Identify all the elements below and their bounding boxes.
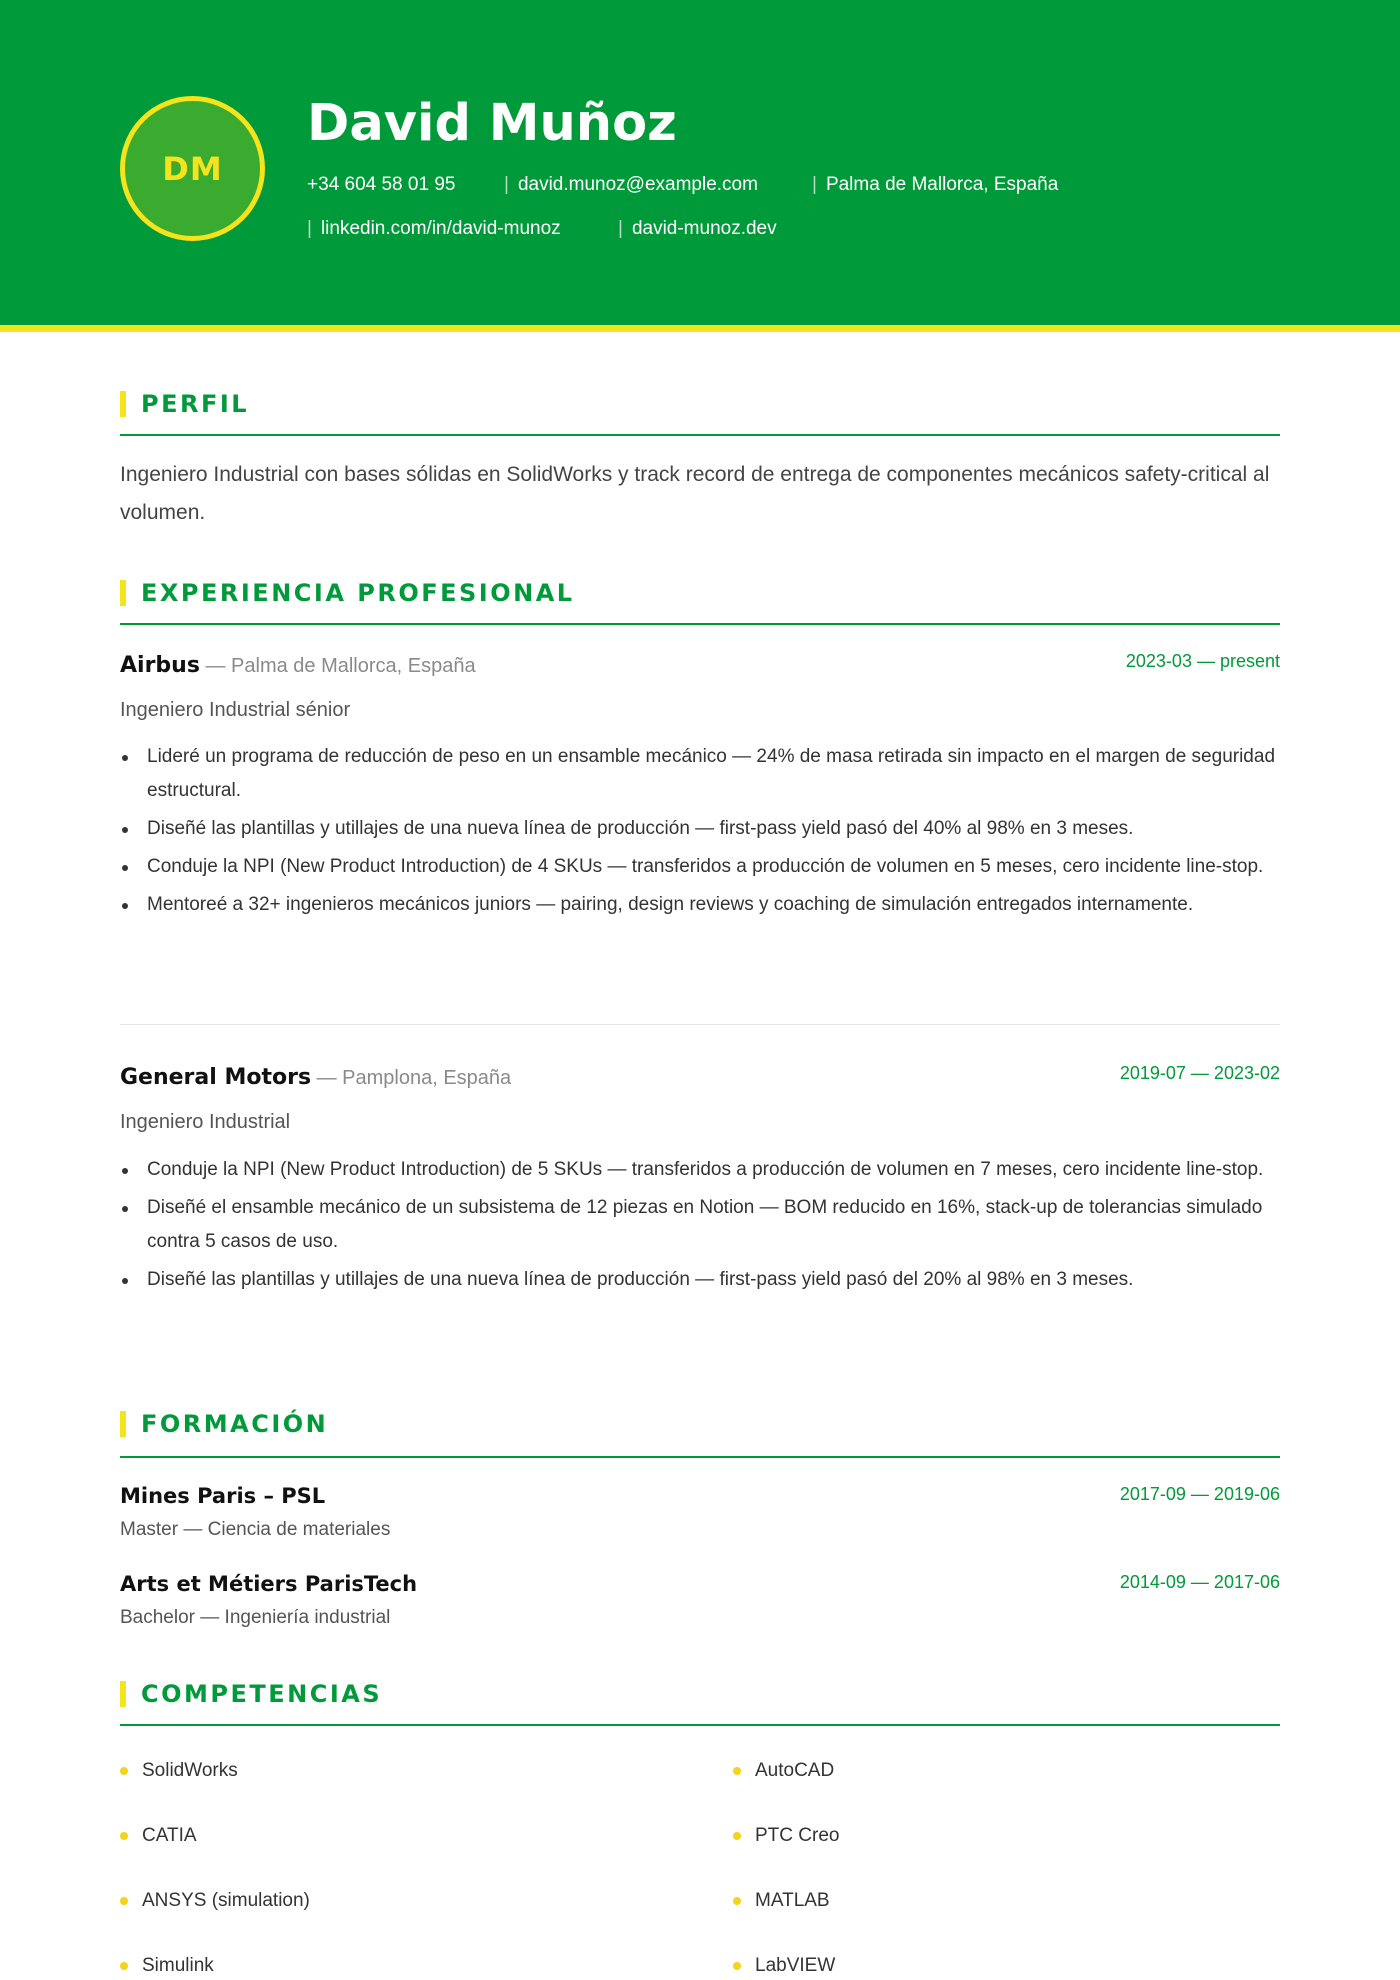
contact-phone xyxy=(307,173,455,197)
job-role: Ingeniero Industrial sénior xyxy=(120,699,351,721)
contact-location xyxy=(812,173,1058,197)
avatar-initials: DM xyxy=(162,149,223,188)
section-title-text: COMPETENCIAS xyxy=(141,1680,383,1708)
section-rule xyxy=(120,623,1280,625)
location-text: Palma de Mallorca, España xyxy=(825,174,1059,195)
section-rule xyxy=(120,1724,1280,1726)
skill-item xyxy=(733,1890,830,1912)
header-accent-stripe xyxy=(0,325,1400,332)
separator: | xyxy=(307,218,312,239)
edu-dates: 2014-09 — 2017-06 xyxy=(1119,1572,1280,1592)
section-accent-bar xyxy=(120,1411,126,1437)
skill-label: SolidWorks xyxy=(142,1760,238,1781)
skill-label: ANSYS (simulation) xyxy=(142,1890,310,1911)
section-title-text: EXPERIENCIA PROFESIONAL xyxy=(141,579,575,607)
skill-label: MATLAB xyxy=(755,1890,830,1911)
separator: | xyxy=(618,218,623,239)
section-title-profile xyxy=(120,390,249,418)
skill-item xyxy=(733,1760,834,1782)
job-dates: 2023-03 — present xyxy=(1125,651,1280,671)
candidate-name: David Muñoz xyxy=(307,94,677,153)
edu-degree: Bachelor — Ingeniería industrial xyxy=(120,1607,391,1628)
skill-label: CATIA xyxy=(142,1825,197,1846)
skill-label: PTC Creo xyxy=(755,1825,840,1846)
bullet-dot-icon xyxy=(733,1897,741,1905)
phone-text: +34 604 58 01 95 xyxy=(307,174,456,195)
job-dates: 2019-07 — 2023-02 xyxy=(1119,1063,1280,1083)
skill-item xyxy=(120,1890,310,1912)
section-accent-bar xyxy=(120,580,126,606)
bullet-dot-icon xyxy=(733,1962,741,1970)
section-title-text: PERFIL xyxy=(141,390,250,418)
bullet-dot-icon xyxy=(120,1962,128,1970)
skill-item xyxy=(733,1825,839,1847)
section-title-experience xyxy=(120,579,575,607)
company-location: — Pamplona, España xyxy=(311,1067,512,1089)
list-item: Conduje la NPI (New Product Introduction) de 4 SKUs — transferidos a producción de volumen en 5 meses, cero incidente line-stop. xyxy=(120,850,1280,884)
section-accent-bar xyxy=(120,391,126,417)
section-rule xyxy=(120,434,1280,436)
linkedin-text[interactable]: linkedin.com/in/david-munoz xyxy=(320,218,561,239)
list-item: Diseñé las plantillas y utillajes de una nueva línea de producción — first-pass yield pasó del 40% al 98% en 3 meses. xyxy=(120,812,1280,846)
profile-summary: Ingeniero Industrial con bases sólidas en SolidWorks y track record de entrega de componentes mecánicos safety-critical al volumen. xyxy=(120,463,1270,524)
job-bullets xyxy=(120,1153,1280,1301)
section-title-education xyxy=(120,1410,328,1438)
bullet-dot-icon xyxy=(733,1832,741,1840)
edu-school: Arts et Métiers ParisTech xyxy=(120,1572,418,1596)
avatar xyxy=(120,96,265,241)
edu-dates: 2017-09 — 2019-06 xyxy=(1119,1484,1280,1504)
job-company xyxy=(120,651,476,678)
separator: | xyxy=(504,174,509,195)
section-rule xyxy=(120,1456,1280,1458)
list-item: Diseñé las plantillas y utillajes de una nueva línea de producción — first-pass yield pasó del 20% al 98% en 3 meses. xyxy=(120,1263,1280,1297)
edu-degree: Master — Ciencia de materiales xyxy=(120,1519,391,1540)
skill-item xyxy=(120,1825,197,1847)
job-company xyxy=(120,1063,511,1090)
list-item: Diseñé el ensamble mecánico de un subsistema de 12 piezas en Notion — BOM reducido en 16%, stack-up de tolerancias simulado contra 5 casos de uso. xyxy=(120,1191,1280,1259)
bullet-dot-icon xyxy=(120,1832,128,1840)
skill-label: LabVIEW xyxy=(755,1955,836,1976)
company-name: General Motors xyxy=(120,1065,312,1090)
email-text[interactable]: david.munoz@example.com xyxy=(517,174,758,195)
skill-item xyxy=(120,1955,214,1977)
list-item: Mentoreé a 32+ ingenieros mecánicos juniors — pairing, design reviews y coaching de simulación entregados internamente. xyxy=(120,888,1280,922)
bullet-dot-icon xyxy=(733,1767,741,1775)
skill-label: Simulink xyxy=(142,1955,214,1976)
contact-linkedin[interactable] xyxy=(307,217,561,241)
section-title-skills xyxy=(120,1680,382,1708)
company-name: Airbus xyxy=(120,653,200,678)
skill-item xyxy=(120,1760,238,1782)
bullet-dot-icon xyxy=(120,1897,128,1905)
bullet-dot-icon xyxy=(120,1767,128,1775)
separator: | xyxy=(812,174,817,195)
edu-school: Mines Paris – PSL xyxy=(120,1484,326,1508)
website-text[interactable]: david-munoz.dev xyxy=(631,218,777,239)
job-bullets xyxy=(120,740,1280,926)
section-accent-bar xyxy=(120,1681,126,1707)
contact-website[interactable] xyxy=(618,217,777,241)
list-item: Conduje la NPI (New Product Introduction) de 5 SKUs — transferidos a producción de volumen en 7 meses, cero incidente line-stop. xyxy=(120,1153,1280,1187)
section-title-text: FORMACIÓN xyxy=(141,1410,329,1438)
company-location: — Palma de Mallorca, España xyxy=(199,655,476,677)
job-role: Ingeniero Industrial xyxy=(120,1111,291,1133)
list-item: Lideré un programa de reducción de peso en un ensamble mecánico — 24% de masa retirada sin impacto en el margen de seguridad estructural. xyxy=(120,740,1280,808)
skill-label: AutoCAD xyxy=(755,1760,835,1781)
job-divider xyxy=(120,1024,1280,1025)
contact-email[interactable] xyxy=(504,173,758,197)
skill-item xyxy=(733,1955,835,1977)
